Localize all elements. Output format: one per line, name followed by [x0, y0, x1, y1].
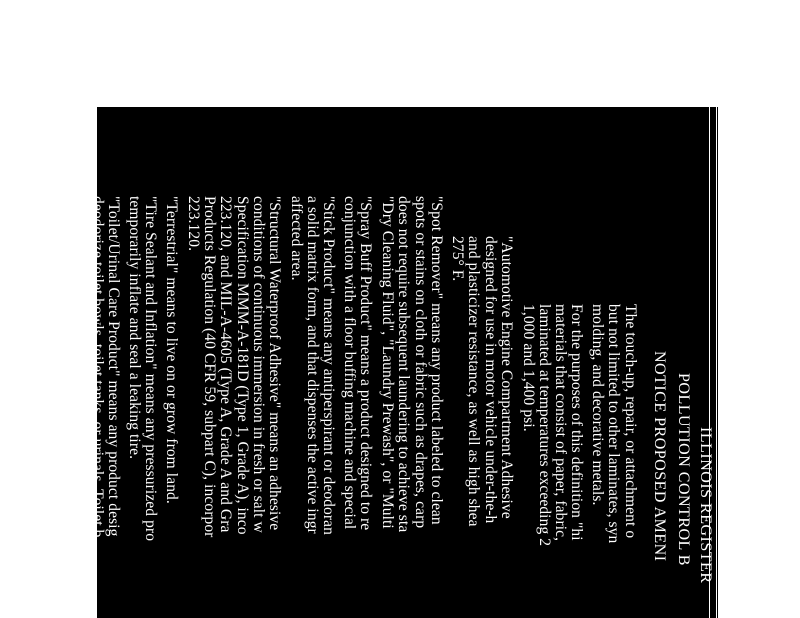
body-text-line: conjunction with a floor buffing machine and special	[341, 196, 358, 530]
body-text-line: designed for use in motor vehicle under-the-h	[482, 236, 499, 524]
body-text-line: Specification MMM-A-181D (Type 1, Grade A), inco	[234, 196, 251, 535]
body-text-line: "Structural Waterproof Adhesive" means an adhesive	[266, 196, 283, 531]
body-text-line: 223.120.	[185, 196, 202, 252]
body-text-line: 275° F.	[449, 236, 466, 282]
body-text-line: affected area.	[288, 196, 305, 281]
body-text-line: "Spot Remover" means any product labeled to clean	[428, 196, 445, 525]
body-text-line: temporarily inflate and seal a leaking tire.	[126, 196, 143, 460]
body-text-line: "Automotive Engine Compartment Adhesive	[498, 236, 515, 519]
body-text-line: a solid matrix form, and that dispenses the active ingr	[304, 196, 321, 534]
body-text-line: does not require subsequent laundering to achieve sta	[395, 196, 412, 533]
body-text-line: 1,000 and 1,400 psi.	[520, 304, 537, 432]
body-text-line: laminated at temperatures exceeding 2	[536, 304, 553, 547]
body-text-line: deodorize toilet bowls, toilet tanks, or urinals. Toilet b	[89, 196, 106, 538]
scanned-page	[89, 107, 718, 618]
top-rule	[716, 107, 717, 618]
body-text-line: Products Regulation (40 CFR 59, subpart C), incorpor	[201, 196, 218, 538]
body-text-line: molding, and decorative metals.	[589, 304, 606, 506]
board-header: POLLUTION CONTROL B	[675, 373, 692, 566]
body-text-line: "Terrestrial" means to live on or grow from land.	[163, 196, 180, 504]
body-text-line: "Toilet/Urinal Care Product" means any product desig	[105, 196, 122, 537]
notice-header: NOTICE PROPOSED AMENI	[651, 351, 668, 562]
body-text-line: materials that consist of paper, fabric,	[552, 304, 569, 542]
body-text-line: "Spray Buff Product" means a product designed to re	[357, 196, 374, 531]
body-text-line: The touch-up, repair, or attachment o	[622, 304, 639, 539]
body-text-line: "Dry Cleaning Fluid", "Laundry Prewash", or "Multi	[379, 196, 396, 529]
register-header: ILLINOIS REGISTER	[697, 427, 714, 584]
body-text-line: 223.120, and MIL-A-4605 (Type A, Grade A and Gra	[217, 196, 234, 533]
body-text-line: but not limited to other laminates, syn	[605, 304, 622, 544]
body-text-line: For the purposes of this definition "hi	[568, 304, 585, 541]
body-text-line: "Stick Product" means any antiperspirant or deodoran	[320, 196, 337, 535]
body-text-line: conditions of continuous immersion in fresh or salt w	[250, 196, 267, 533]
body-text-line: "Tire Sealant and Inflation" means any pressurized pro	[142, 196, 159, 542]
rotated-document-page	[89, 107, 718, 618]
body-text-line: and plasticizer resistance, as well as high shea	[465, 236, 482, 527]
body-text-line: spots or stains on cloth or fabric such as drapes, carp	[412, 196, 429, 529]
